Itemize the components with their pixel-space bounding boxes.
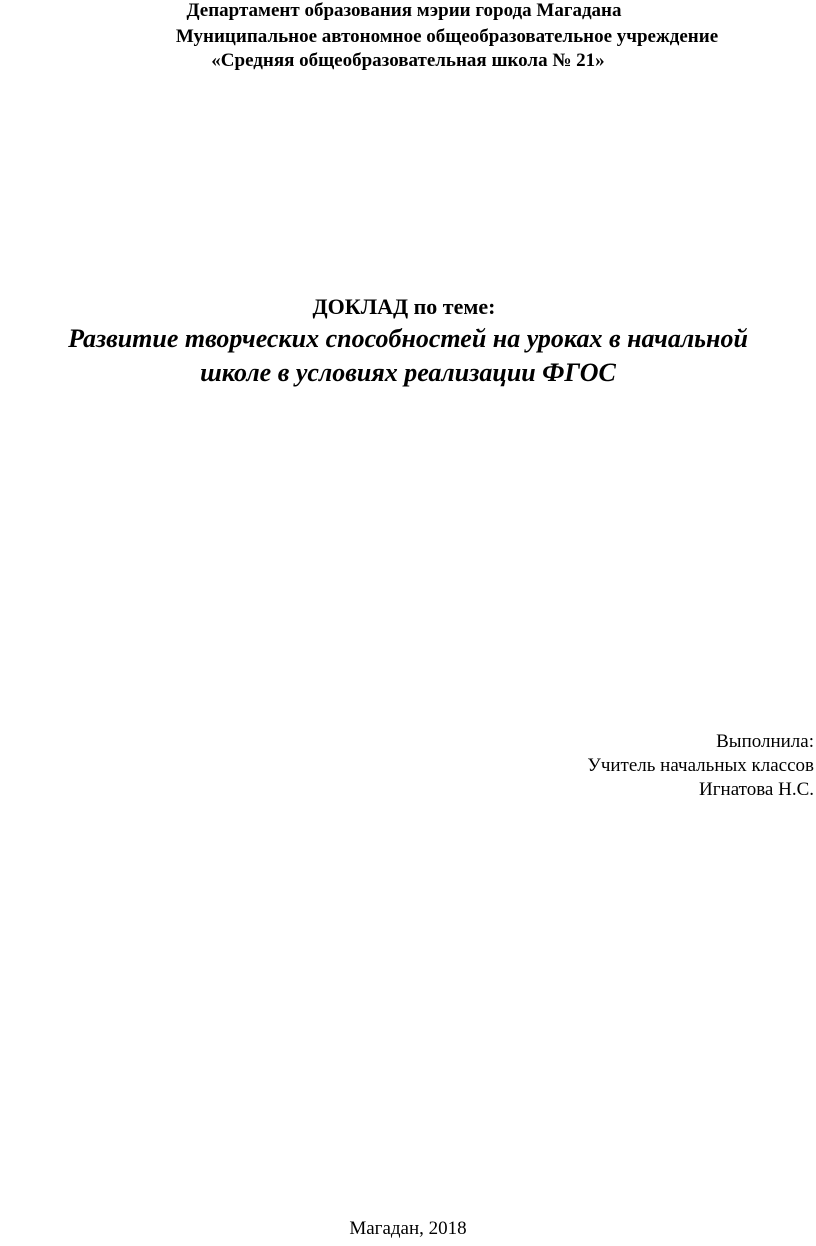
report-title: ДОКЛАД по теме: <box>312 294 496 319</box>
report-topic-line-1: Развитие творческих способностей на уроках в начальной <box>68 324 748 353</box>
report-topic-line-2: школе в условиях реализации ФГОС <box>200 358 616 387</box>
author-name: Игнатова Н.С. <box>699 779 814 800</box>
place-and-year: Магадан, 2018 <box>349 1218 467 1239</box>
school-name-line: «Средняя общеобразовательная школа № 21» <box>211 50 605 71</box>
author-position: Учитель начальных классов <box>587 755 814 776</box>
institution-line: Муниципальное автономное общеобразовательное учреждение <box>175 26 719 47</box>
department-line: Департамент образования мэрии города Магадана <box>186 0 622 21</box>
performed-by-label: Выполнила: <box>716 731 814 752</box>
